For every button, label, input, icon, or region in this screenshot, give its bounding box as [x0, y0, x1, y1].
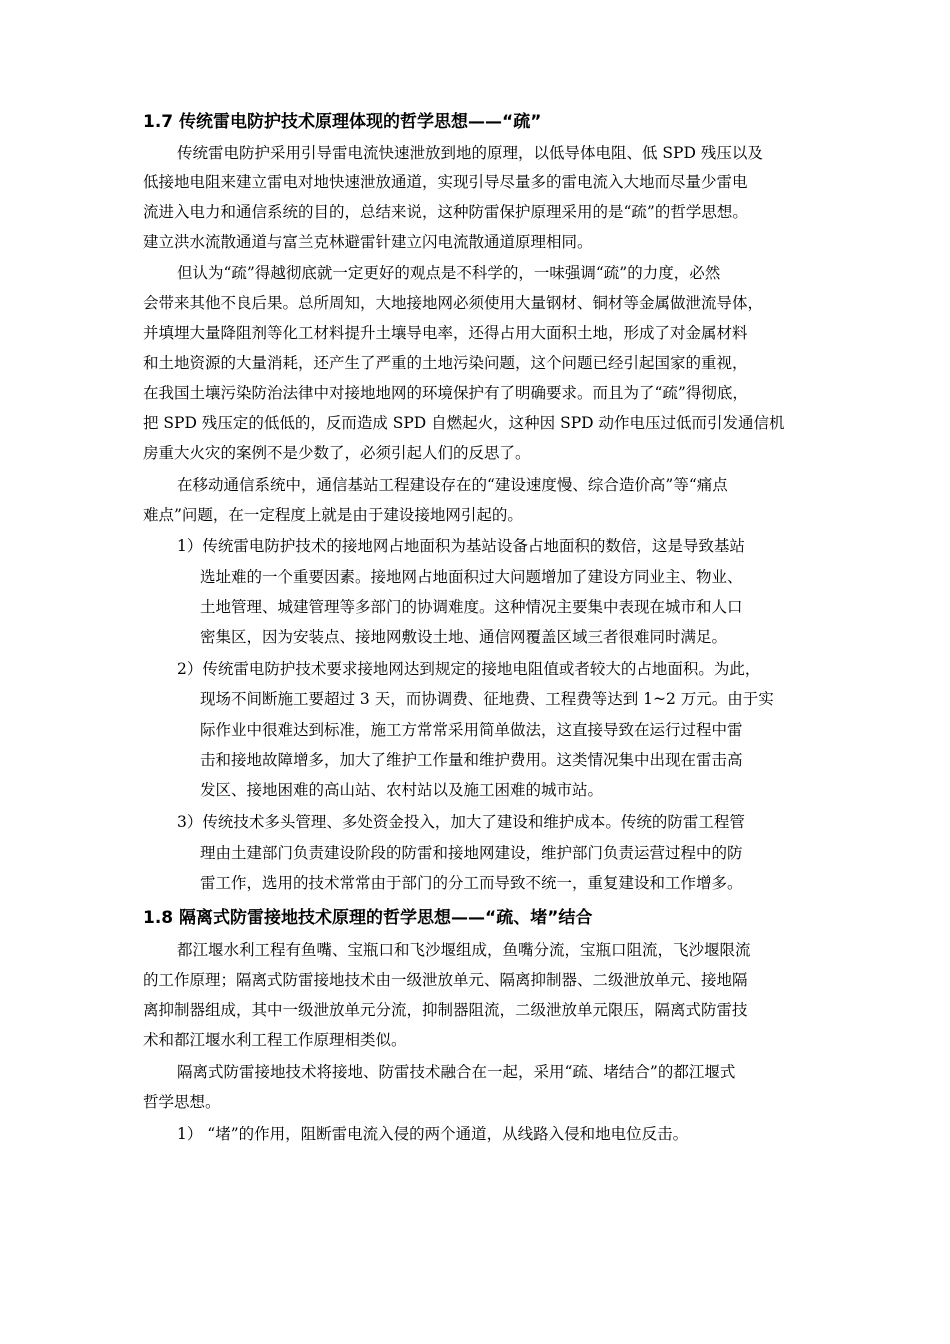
- list-item-line: 1） “堵”的作用，阻断雷电流入侵的两个通道，从线路入侵和地电位反击。: [177, 1125, 689, 1143]
- list-item-line: 2）传统雷电防护技术要求接地网达到规定的接地电阻值或者较大的占地面积。为此，: [177, 660, 761, 678]
- paragraph-line: 术和都江堰水利工程工作原理相类似。: [143, 1031, 407, 1049]
- paragraph-line: 房重大火灾的案例不是少数了，必须引起人们的反思了。: [143, 444, 531, 462]
- paragraph-line: 低接地电阻来建立雷电对地快速泄放通道，实现引导尽量多的雷电流入大地而尽量少雷电: [143, 173, 748, 191]
- paragraph-line: 会带来其他不良后果。总所周知，大地接地网必须使用大量钢材、铜材等金属做泄流导体，: [143, 294, 764, 312]
- section-1-7-heading: 1.7 传统雷电防护技术原理体现的哲学思想——“疏”: [143, 112, 542, 132]
- list-item-line: 密集区，因为安装点、接地网敷设土地、通信网覆盖区域三者很难同时满足。: [200, 628, 728, 646]
- paragraph-line: 建立洪水流散通道与富兰克林避雷针建立闪电流散通道原理相同。: [143, 233, 593, 251]
- paragraph-line: 难点”问题，在一定程度上就是由于建设接地网引起的。: [143, 506, 523, 524]
- list-item-line: 3）传统技术多头管理、多处资金投入，加大了建设和维护成本。传统的防雷工程管: [177, 813, 745, 831]
- paragraph-line: 流进入电力和通信系统的目的，总结来说，这种防雷保护原理采用的是“疏”的哲学思想。: [143, 203, 748, 221]
- list-item-line: 现场不间断施工要超过 3 天，而协调费、征地费、工程费等达到 1~2 万元。由于实: [200, 690, 774, 708]
- paragraph-line: 并填埋大量降阻剂等化工材料提升土壤导电率，还得占用大面积土地，形成了对金属材料: [143, 324, 748, 342]
- list-item-line: 际作业中很难达到标准，施工方常常采用简单做法，这直接导致在运行过程中雷: [200, 721, 743, 739]
- list-item-line: 选址难的一个重要因素。接地网占地面积过大问题增加了建设方同业主、物业、: [200, 568, 743, 586]
- paragraph-line: 但认为“疏”得越彻底就一定更好的观点是不科学的，一味强调“疏”的力度，必然: [177, 264, 721, 282]
- paragraph-line: 把 SPD 残压定的低低的，反而造成 SPD 自燃起火，这种因 SPD 动作电压过低而引发通信机: [143, 414, 785, 432]
- paragraph-line: 隔离式防雷接地技术将接地、防雷技术融合在一起，采用“疏、堵结合”的都江堰式: [177, 1063, 736, 1081]
- paragraph-line: 在我国土壤污染防治法律中对接地地网的环境保护有了明确要求。而且为了“疏”得彻底，: [143, 384, 748, 402]
- paragraph-line: 离抑制器组成，其中一级泄放单元分流，抑制器阻流，二级泄放单元限压，隔离式防雷技: [143, 1001, 748, 1019]
- paragraph-line: 哲学思想。: [143, 1093, 221, 1111]
- list-item-line: 发区、接地困难的高山站、农村站以及施工困难的城市站。: [200, 781, 604, 799]
- paragraph-line: 和土地资源的大量消耗，还产生了严重的土地污染问题，这个问题已经引起国家的重视，: [143, 354, 748, 372]
- paragraph-line: 传统雷电防护采用引导雷电流快速泄放到地的原理，以低导体电阻、低 SPD 残压以及: [177, 144, 763, 162]
- paragraph-line: 在移动通信系统中，通信基站工程建设存在的“建设速度慢、综合造价高”等“痛点: [177, 476, 728, 494]
- paragraph-line: 都江堰水利工程有鱼嘴、宝瓶口和飞沙堰组成，鱼嘴分流，宝瓶口阻流，飞沙堰限流: [177, 941, 751, 959]
- list-item-line: 土地管理、城建管理等多部门的协调难度。这种情况主要集中表现在城市和人口: [200, 598, 743, 616]
- list-item-line: 击和接地故障增多，加大了维护工作量和维护费用。这类情况集中出现在雷击高: [200, 751, 743, 769]
- list-item-line: 理由土建部门负责建设阶段的防雷和接地网建设，维护部门负责运营过程中的防: [200, 844, 743, 862]
- list-item-line: 雷工作，选用的技术常常由于部门的分工而导致不统一，重复建设和工作增多。: [200, 874, 743, 892]
- section-1-8-heading: 1.8 隔离式防雷接地技术原理的哲学思想——“疏、堵”结合: [143, 908, 593, 928]
- paragraph-line: 的工作原理；隔离式防雷接地技术由一级泄放单元、隔离抑制器、二级泄放单元、接地隔: [143, 971, 748, 989]
- list-item-line: 1）传统雷电防护技术的接地网占地面积为基站设备占地面积的数倍，这是导致基站: [177, 537, 745, 555]
